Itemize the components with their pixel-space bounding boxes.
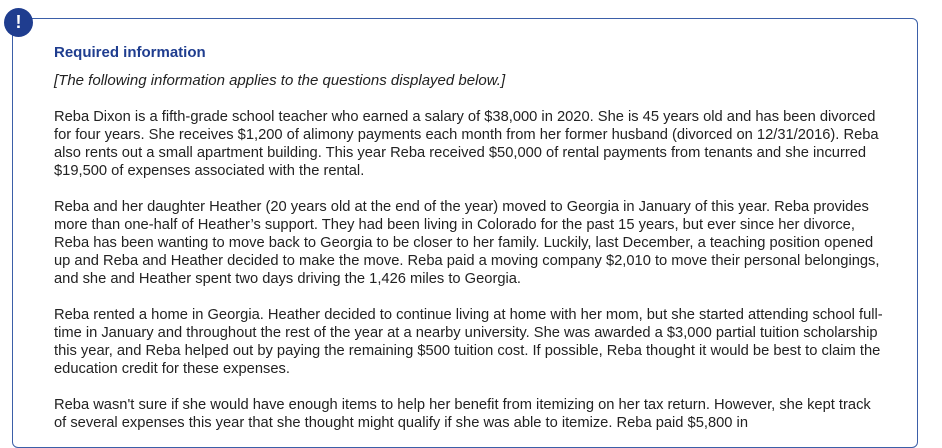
paragraph-income: Reba Dixon is a fifth-grade school teacher who earned a salary of $38,000 in 2020. She is 45 years old and has been divorced for four years. She receives $1,200 of alimony payments each month from her former husband (divorced on 12/31/2016). Reba also rents out a small apartment building. This year Reba received $50,000 of rental payments from tenants and she incurred $19,500 of expenses associated with the rental. (54, 109, 879, 179)
paragraph-education: Reba rented a home in Georgia. Heather decided to continue living at home with her mom, but she started attending school full-time in January and throughout the rest of the year at a nearby university. She was awarded a $3,000 partial tuition scholarship this year, and Reba helped out by paying the remaining $500 tuition cost. If possible, Reba thought it would be best to claim the education credit for these expenses. (54, 307, 883, 377)
required-information-panel (12, 18, 918, 448)
panel-subtitle: [The following information applies to the questions displayed below.] (54, 72, 506, 89)
alert-icon: ! (4, 8, 33, 37)
paragraph-move: Reba and her daughter Heather (20 years old at the end of the year) moved to Georgia in January of this year. Reba provides more than one-half of Heather’s support. They had been living in Colorado for the past 15 years, but ever since her divorce, Reba has been wanting to move back to Georgia to be closer to her family. Luckily, last December, a teaching position opened up and Reba and Heather decided to make the move. Reba paid a moving company $2,010 to move their personal belongings, and she and Heather spent two days driving the 1,426 miles to Georgia. (54, 199, 880, 287)
paragraph-itemize: Reba wasn't sure if she would have enough items to help her benefit from itemizing on her tax return. However, she kept track of several expenses this year that she thought might qualify if she was able to itemize. Reba paid $5,800 in (54, 397, 871, 431)
panel-title: Required information (54, 44, 206, 61)
panel-content (54, 44, 884, 448)
